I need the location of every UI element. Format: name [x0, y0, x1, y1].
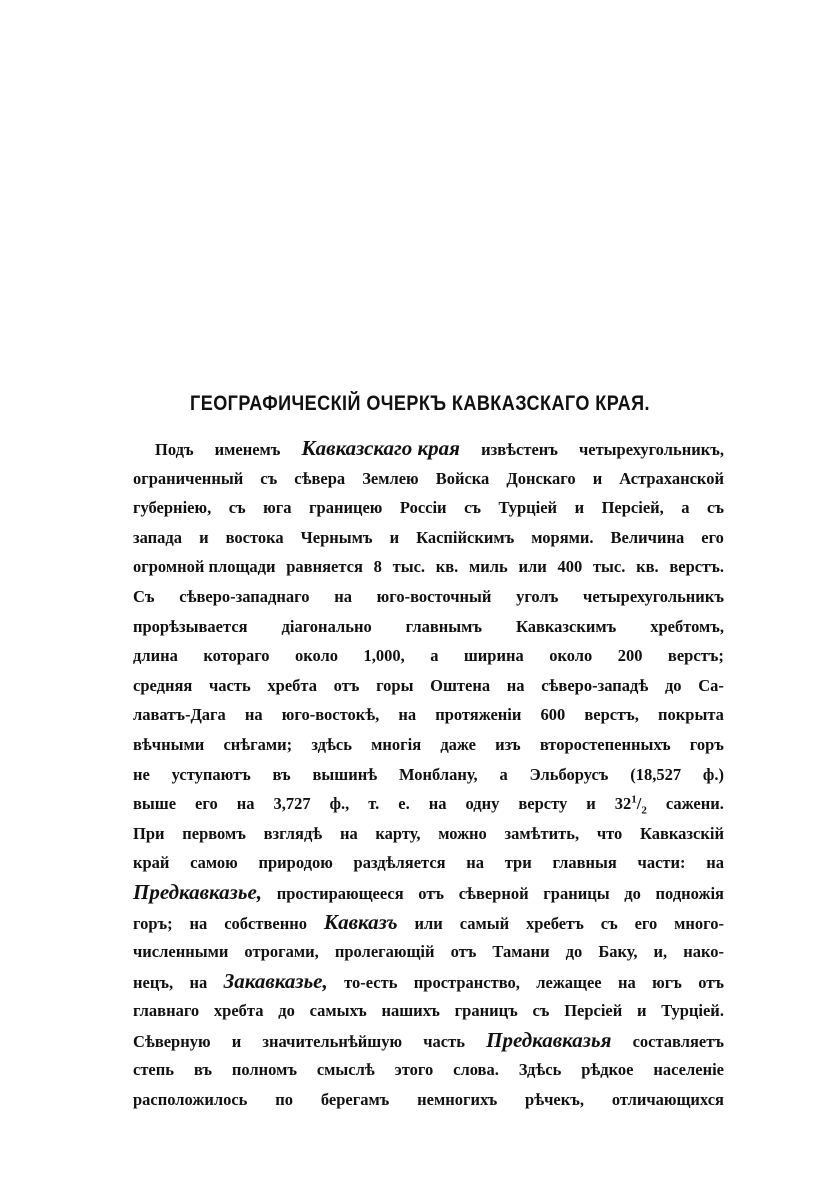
word: юго-восточный [376, 586, 492, 606]
word: даже [440, 734, 476, 754]
word: сѣверо-западѣ [541, 675, 649, 695]
text-line [133, 996, 724, 1026]
word: Съ [133, 586, 155, 606]
word: и, [653, 942, 668, 962]
word: пространство, [413, 972, 520, 992]
word: этого [394, 1060, 434, 1080]
chapter-title: ГЕОГРАФИЧЕСКІЙ ОЧЕРКЪ КАВКАЗСКАГО КРАЯ. [190, 392, 650, 415]
word: длина [133, 646, 178, 666]
word: рѣдкое [581, 1060, 634, 1080]
word: около [549, 646, 593, 666]
word: составляетъ [632, 1031, 724, 1051]
word: отъ [418, 883, 445, 903]
word: верстъ, [584, 705, 639, 725]
word: на [189, 913, 208, 933]
word: хребта [267, 675, 317, 695]
word: Величина [610, 527, 685, 547]
word: въ [272, 764, 291, 784]
word: 200 [617, 646, 643, 666]
word: можно [438, 823, 487, 843]
word: Астраханской [619, 468, 724, 488]
word: снѣгами; [223, 734, 293, 754]
word: одну [465, 794, 500, 814]
word: слова. [453, 1060, 499, 1080]
word: части: [637, 853, 686, 873]
text-line [133, 493, 724, 523]
word: до [664, 675, 682, 695]
word: Оштена [430, 675, 491, 695]
word: Землею [362, 468, 419, 488]
word: простирающееся [276, 883, 404, 903]
word: съ [464, 498, 482, 518]
word: его [195, 794, 218, 814]
word: огромной площади [133, 557, 276, 577]
word: 1,000, [363, 646, 405, 666]
word: на [334, 586, 352, 606]
word: раздѣляется [353, 853, 446, 873]
word: Монблану, [398, 764, 478, 784]
text-line [133, 582, 724, 612]
word: извѣстенъ [481, 440, 558, 459]
word: многія [371, 734, 422, 754]
word: діагонально [281, 616, 372, 636]
word: (18,527 [630, 764, 682, 784]
word: границы [543, 883, 610, 903]
word: уступаютъ [171, 764, 251, 784]
word: вышинѣ [312, 764, 378, 784]
word: покрыта [658, 705, 724, 725]
word: Кавказскимъ [515, 616, 617, 636]
fraction-numerator: 1 [631, 793, 637, 806]
word: много- [674, 913, 724, 933]
word: или [414, 913, 443, 933]
word: съ [228, 498, 246, 518]
word: самыхъ [309, 1001, 367, 1021]
word: лежащее [536, 972, 602, 992]
word: нашихъ [381, 1001, 440, 1021]
word: Баку, [598, 942, 638, 962]
word: 400 [557, 557, 583, 577]
text-line [133, 552, 724, 582]
text-line [133, 1055, 724, 1085]
word: нецъ, [133, 972, 174, 992]
word: хребетъ [526, 913, 584, 933]
word: Эльборусъ [529, 764, 609, 784]
word: югъ [652, 972, 682, 992]
word: сажени. [665, 794, 724, 814]
word: хребтомъ, [650, 616, 724, 636]
word: главныя [552, 853, 617, 873]
word: протяженіи [435, 705, 522, 725]
word: именемъ [214, 440, 281, 459]
word: и [637, 1001, 647, 1021]
italic-term: Кавказъ [323, 909, 398, 934]
word: на [398, 705, 417, 725]
word: берегамъ [320, 1090, 390, 1110]
word: миль [469, 557, 508, 577]
word: на [236, 794, 255, 814]
word: Са- [698, 675, 724, 695]
word: а [681, 498, 690, 518]
word: нако- [683, 942, 724, 962]
word: горъ [689, 734, 724, 754]
word: около [294, 646, 339, 666]
word: Подъ [155, 440, 194, 459]
word: главнаго [133, 1001, 200, 1021]
fraction-slash: / [636, 794, 642, 814]
word: главнымъ [405, 616, 482, 636]
word: взглядѣ [263, 823, 323, 843]
word: При [133, 823, 165, 843]
word: на [189, 972, 208, 992]
word: Турціей. [661, 1001, 724, 1021]
word: т. [368, 794, 380, 814]
word: юго-востокѣ, [281, 705, 380, 725]
word: запада [133, 527, 183, 547]
word: природою [258, 853, 333, 873]
word: выше [133, 794, 177, 814]
italic-term: Кавказскаго края [301, 436, 461, 460]
word: съ [600, 913, 618, 933]
word: юга [263, 498, 292, 518]
word: на [244, 705, 263, 725]
word: горы [376, 675, 414, 695]
word: четырехугольникъ [583, 586, 724, 606]
word: и [592, 468, 603, 488]
word: сѣвера [294, 468, 346, 488]
word: рѣчекъ, [525, 1090, 585, 1110]
word: хребта [213, 1001, 264, 1021]
word: что [596, 823, 623, 843]
word: Тамани [492, 942, 550, 962]
body-paragraph [133, 434, 724, 1115]
word: верстъ. [669, 557, 724, 577]
word: ф.) [702, 764, 724, 784]
text-line [133, 434, 724, 464]
text-line [133, 612, 724, 642]
word: на [339, 823, 358, 843]
word: ширина [463, 646, 524, 666]
word: Сѣверную [133, 1031, 211, 1051]
word: отъ [698, 972, 724, 992]
word: $32^1/_2$ [614, 793, 647, 817]
word: его [701, 527, 724, 547]
word: смыслѣ [316, 1060, 375, 1080]
word: Россіи [399, 498, 447, 518]
word: Чернымъ [300, 527, 373, 547]
text-line [133, 1026, 724, 1056]
text-line [133, 848, 724, 878]
word: населеніе [653, 1060, 724, 1080]
word: 3,727 [273, 794, 311, 814]
text-line [133, 700, 724, 730]
word: Персіей [564, 1001, 623, 1021]
word: численными [133, 942, 229, 962]
text-line [133, 641, 724, 671]
word: пролегающій [334, 942, 435, 962]
word: губерніею, [133, 498, 212, 518]
word: съ [707, 498, 724, 518]
word: то-есть [344, 972, 398, 992]
word: 600 [540, 705, 566, 725]
word: его [634, 913, 658, 933]
word: до [278, 1001, 295, 1021]
word: на [428, 794, 447, 814]
word: здѣсь [311, 734, 352, 754]
word: самою [190, 853, 238, 873]
word: Турціей [498, 498, 558, 518]
word: Персіей, [601, 498, 664, 518]
word: часть [423, 1031, 465, 1051]
word: ограниченный [133, 468, 244, 488]
fraction-denominator: 2 [641, 804, 647, 817]
word: отъ [333, 675, 360, 695]
word: и [574, 498, 585, 518]
word: границъ [454, 1001, 518, 1021]
word: край [133, 853, 170, 873]
text-line [133, 1085, 724, 1115]
word: кв. [435, 557, 459, 577]
word: а [430, 646, 439, 666]
word: морями. [531, 527, 594, 547]
word: расположилось [133, 1090, 248, 1110]
word: котораго [203, 646, 270, 666]
word: второстепенныхъ [539, 734, 671, 754]
word: е. [398, 794, 410, 814]
word: Кавказскій [640, 823, 724, 843]
text-line [133, 789, 724, 819]
word: и [231, 1031, 242, 1051]
word: сѣверной [458, 883, 529, 903]
word: 8 [373, 557, 382, 577]
text-line [133, 878, 724, 908]
word: три [504, 853, 532, 873]
word: по [275, 1090, 294, 1110]
word: ф., [329, 794, 350, 814]
word: отличающихся [611, 1090, 724, 1110]
word: и [389, 527, 400, 547]
word: уголъ [516, 586, 559, 606]
word: въ [193, 1060, 212, 1080]
word: съ [532, 1001, 550, 1021]
word: на [466, 853, 485, 873]
word: сѣверо-западнаго [179, 586, 310, 606]
italic-term: Предкавказье, [133, 879, 263, 904]
text-line [133, 760, 724, 790]
text-line [133, 819, 724, 849]
italic-term: Закавказье, [223, 968, 328, 993]
word: горъ; [133, 913, 173, 933]
word: карту, [375, 823, 421, 843]
word: полномъ [231, 1060, 297, 1080]
word: на [706, 853, 724, 873]
word: на [617, 972, 636, 992]
word: Войска [435, 468, 490, 488]
text-line [133, 523, 724, 553]
word: Каспійскимъ [416, 527, 515, 547]
word: лаватъ-Дага [133, 705, 226, 725]
text-line [133, 967, 724, 997]
word: часть [209, 675, 251, 695]
word: прорѣзывается [133, 616, 248, 636]
word: верстъ; [667, 646, 724, 666]
word: съ [260, 468, 278, 488]
word: не [133, 764, 150, 784]
word: кв. [636, 557, 659, 577]
word: собственно [224, 913, 307, 933]
word: самый [459, 913, 510, 933]
word: тыс. [592, 557, 626, 577]
word: а [499, 764, 508, 784]
text-line [133, 937, 724, 967]
word: или [518, 557, 547, 577]
word: и [586, 794, 596, 814]
word: немногихъ [417, 1090, 498, 1110]
word: средняя [133, 675, 193, 695]
word: границею [309, 498, 383, 518]
italic-term: Предкавказья [486, 1027, 612, 1052]
word: равняется [286, 557, 363, 577]
word: тыс. [392, 557, 426, 577]
word: вѣчными [133, 734, 205, 754]
text-line [133, 908, 724, 938]
word: четырехугольникъ, [578, 440, 724, 459]
word: отрогами, [244, 942, 319, 962]
word: версту [518, 794, 568, 814]
word: на [506, 675, 525, 695]
word: Здѣсь [518, 1060, 562, 1080]
word: степь [133, 1060, 174, 1080]
word: первомъ [182, 823, 246, 843]
text-line [133, 671, 724, 701]
word: замѣтить, [504, 823, 580, 843]
word: изъ [495, 734, 521, 754]
word: востока [225, 527, 284, 547]
word: значительнѣйшую [262, 1031, 403, 1051]
word: до [565, 942, 583, 962]
word: до [624, 883, 641, 903]
word: подножія [655, 883, 724, 903]
word: Донскаго [506, 468, 576, 488]
word: и [199, 527, 209, 547]
text-line [133, 464, 724, 494]
word: отъ [450, 942, 477, 962]
text-line [133, 730, 724, 760]
